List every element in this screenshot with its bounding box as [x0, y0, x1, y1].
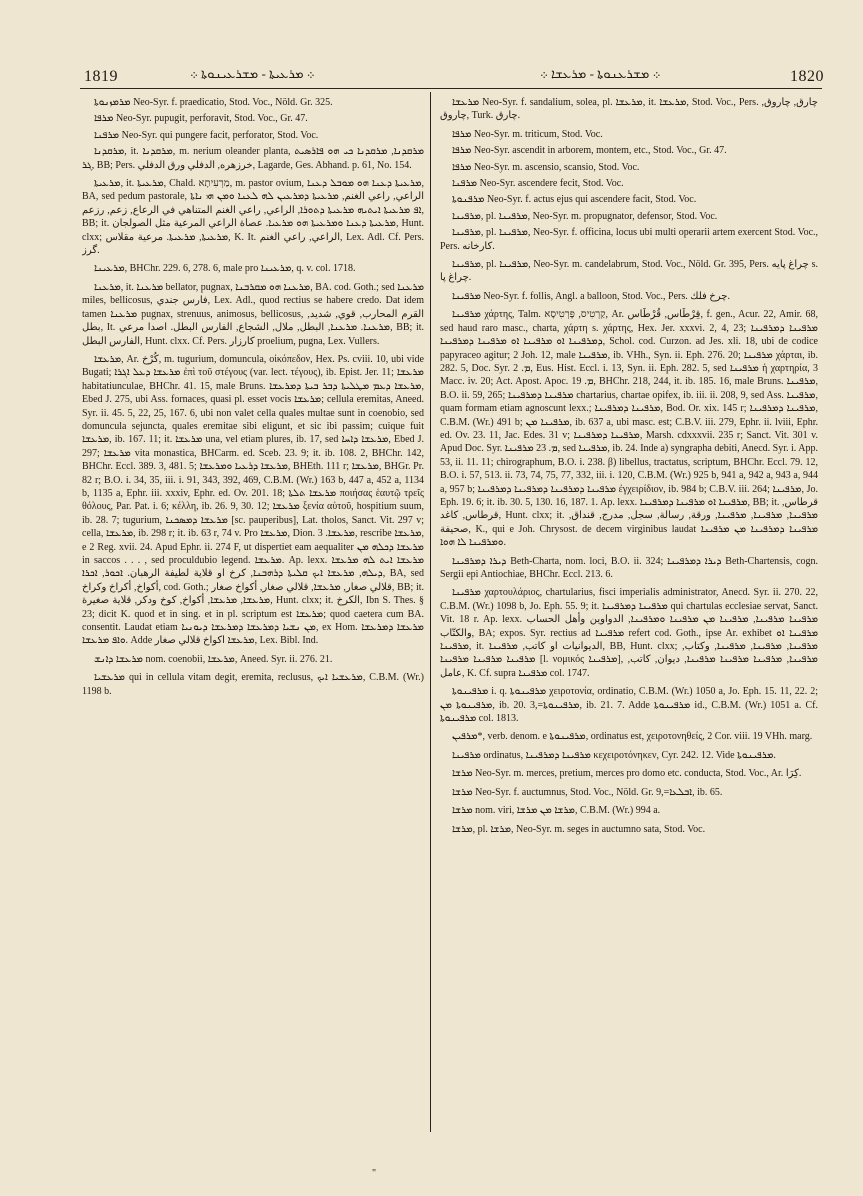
entry: ܡܪܦܝܢܐ ordinatus, ܡܪܦܝܢܐ ܕܡܪܦܝܢܐ κεχειροτόνηκεν, Cyr. 242. 12. Vide ܡܪܦܝܢܘܬܐ. — [452, 749, 776, 761]
entry: ܡܪܦܝܢܐ, pl. ܡܪܦܝܢܐ, Neo-Syr. m. candelabrum, Stod. Voc., Nöld. Gr. 395, Pers. چراغ پایه s. چراغ پا. — [440, 259, 818, 284]
left-column — [82, 96, 424, 1136]
column-divider — [430, 92, 431, 1132]
entry: ܡܪܦܢܐ Neo-Syr. ascendere fecit, Stod. Voc. — [452, 178, 624, 190]
entry: ܡܪܩܕܢܐ, it. ܡܪܩܕܢܐ, m. nerium oleander planta, ܡܪܩܕܢܐ, ܡܪܩܕܢܐ ܟܝ ܗܘ ܦܐܪܣܝܬ ܓܪ, BB; Pers. خرزهره, الدفلي ورق الدفلي, Lagarde, Ges. Abhand. p. 61, No. 154. — [82, 146, 424, 171]
entry: ܡܪܦܢܘܬܐ Neo-Syr. f. actus ejus qui ascendere facit, Stod. Voc. — [452, 194, 697, 206]
entry: ܡܪܫܐ nom. viri, ܡܪܫܐ ܡܢ ܡܪܫܐ, C.B.M. (Wr.) 994 a. — [452, 805, 661, 817]
right-running-title: ܀ ܡܫܪܥܢܘܬܐ - ܡܪܥܫܐ ܀ — [540, 66, 661, 81]
entry: ܡܪܦܝܢ*, verb. denom. e ܡܪܦܝܢܘܬܐ, ordinatus est, χειροτονηθείς, 2 Cor. viii. 19 VHh. marg. — [452, 731, 813, 743]
entry: ܡܪܡܙܢܘܬܐ Neo-Syr. f. praedicatio, Stod. Voc., Nöld. Gr. 325. — [94, 97, 333, 108]
right-column — [440, 96, 818, 1136]
entry: ܡܪܫܐ Neo-Syr. f. auctumnus, Stod. Voc., Nöld. Gr. 9,=ܐܒܠܥܐ, ib. 65. — [452, 786, 723, 798]
right-column-number: 1820 — [790, 68, 824, 85]
entry: ܡܪܦܐ Neo-Syr. pupugit, perforavit, Stod. Voc., Gr. 47. — [94, 113, 308, 125]
entry: ܡܪܦܝܢܘܬܐ i. q. ܡܪܦܝܢܘܬܐ χειροτονία, ordinatio, C.B.M. (Wr.) 1050 a, Jo. Eph. 15. 11, 22. 2; ܡܪܦܝܢܘܬܐ ܡܢ, ib. 20. 3,=ܡܪܦܝܢܘܬܐ, ib. 21. 7. Adde ܡܪܦܝܢܘܬܐ id., C.B.M. (Wr.) 1051 a. Cf. ܡܪܦܝܢܘܬܐ col. 1813. — [440, 686, 818, 725]
left-column-number: 1819 — [84, 68, 118, 85]
entry: ܡܪܦܝܢܐ, pl. ܡܪܦܝܢܐ, Neo-Syr. m. propugnator, defensor, Stod. Voc. — [452, 210, 718, 222]
entry: ܡܪܦܝܢܐ χάρτης, Talm. קַרְטִיס, פָּרְטִיסָא, Ar. قِرْطَاس, قُرْطَاس, f. gen., Acur. 22, Amir. 68, sed haud raro masc., charta, χάρτη s. χάρτης, Hex. Jer. xxxvi. 2, 4, 23; ܡܪܦܝܢܐ ܕܡܪܦܝܢܐ ܕܡܪܦܝܢܐ ܐܘ ܡܪܦܝܢܐ ܐܘ ܡܪܦܝܢܐ ܕܡܪܦܝܢܐ, Schol. cod. Curzon. ad Jes. xli. 18, ubi de codice papyraceo agitur; 2 Joh. 12, male ܡܪܦܝܢܐ, ib. VHh., Syn. ii. Eph. 276. 20; ܡܪܦܝܢܐ χάρται, ib. 282. 5, Doc. Syr. ܡ. 2, Eus. Hist. Eccl. i. 13, Syn. ii. Eph. 282. 5, sed ܡܪܦܝܢܐ ἡ χαρτηρία, 3 Macc. iv. 20; Act. Apost. Apoc. ܡ. 19, BHChr. 218, 244, it. ib. 185. 16, male Bruns. ܡܪܦܝܢܐ, B.O. ii. 59, 265; ܡܪܦܝܢܐ ܕܡܪܦܝܢܐ chartarius, chartae opifex, ib. iii. ii. 208, 9, sed Ass. ܡܪܦܝܢܐ, quam formam etiam agnoscunt lexx.; ܡܪܦܝܢܐ ܕܡܪܦܝܢܐ, Bod. Or. xix. 145 r; ܡܪܦܝܢܐ ܕܡܪܦܝܢܐ, C.B.M. (Wr.) 491 b; ܡܪܦܝܢܐ ܡܢ, ib. 637 a, ubi masc. est; C.B.V. iii. 279, Ephr. ii. lviii, Ephr. ed. Ov. 23. 11, Jac. Edes. 31 v; ܡܪܦܝܢܐ ܕܡܪܦܝܢܐ, Marsh. cdxxxvii. 235 r; Sanct. Vit. 301 v. Apud Doc. Syr. ܡ. 23 ܡܪܦܝܢܐ, sed ܡܪܦܝܢܐ, ib. 24. Inde a) syngrapha debiti, Anecd. Syr. i. App. 53, ii. 11. 11; chirographum, B.O. i. 238. β) libellus, tractatus, scriptum, BHChr. Eccl. 79. 12, B.O. i. 57, 513. ii. 73, 74, 75, 77, 332, iii. i. 120, C.B.M. (Wr.) 925 b, 941 a, 942 a, 943 a, 944 a, 957 b; ܡܪܦܝܢܐ ܕܡܪܦܝܢܐ ܕܡܪܦܝܢܐ ܕܡܪܦܝܢܐ ἐγχειρίδιον, ib. 984 b; C.B.V. iii. 264; ܡܪܦܝܢܐ, Jo. Eph. 19. 6; it. ib. 30. 5, 130. 16, 187. 1. Ap. lexx. ܡܪܦܝܢܐ ܐܘ ܡܪܦܝܢܐ ܕܡܪܦܝܢܐ, BB; it. قرطاس, قرطاس, كاغد, Hunt. clxx; it. ܡܪܦܝܢܐ, ܡܪܦܝܢܐ, ܡܪܦܝܢܐ, ورقة, رسالة, سجل, مدرج, قنداق, صحيفة, K., qui e Joh. Chrysost. de decem virginibus laudat ܡܪܦܝܢܐ ܕܡܪܦܝܢܐ ܡܢ ܡܪܦܝܢܐ ܘܡܪܦܝܢܐ ܠܐ ܗܘܐ. — [440, 309, 818, 549]
entry: ܡܪܥܢܐ, it. ܡܪܥܢܐ bellator, pugnax, ܡܪܥܢܐ ܗܘ ܡܩܪܒܢܐ, BA. cod. Goth.; sed ܡܪܥܢܐ miles, bellicosus, فارس جندي, Lex. Adl., quod rectius se habere credo. Dat idem tamen ܡܪܥܢܐ pugnax, strenuus, animosus, bellicosus, القرم المحارب, قوي, شديد, بطل, It. ܡܪܥܢܐ. ܡܪܥܢܐ, البطل, ملال, الشجاع, الفارس البطل. اصدا مرعي, BB; it. الفارس البطل, Hunt. clxx. Cf. Pers. كارزار proelium, pugna, Lex. Vullers. — [82, 281, 424, 347]
entry: ܡܪܥܝܬܐ, it. ܡܪܥܝܬܐ, Chald. מַרְעִיתָא, m. pastor ovium, ܡܪܥܝܬܐ ܕܥܢܐ ܗܘ ܡܘܒܠ ܕܥܢܐ, BA, sed pedum pastorale, الراعي, راعي الغنم, ܡܪܥܝܬܐ ܕܡܪܥܝܢ ܠܗ ܠܥܢܐ ܘܡܢ ܗܝ ܢܐܬܐ ܐܦ ܡܪܥܝܬܐ ܐܝܬܝܗ ܡܪܥܝܬܐ ܕܬܘܪܐ, الراعي, راعي الغنم المتناهي في الرعاع, زعم, رزعم, BB; it. ܡܪܥܝܬܐ ܕܥܢܐ ܘܡܪܥܝܬܐ ܗܘ ܡܪܥܝܐ. عصاة الراعي المرعية مثل الصولجان, Hunt. clxx; ܡܪܥܝܬܐ, ܡܪܥܝܬܐ. مرعية مقلاس, K. It. الراعي, راعي الغنم, Lex. Adl. Cf. Pers. گرز. — [82, 178, 424, 257]
entry: ܡܪܦܝܢܐ, pl. ܡܪܦܝܢܐ, Neo-Syr. f. officina, locus ubi multi operarii artem exercent Stod. Voc., Pers. كارخانه. — [440, 227, 818, 252]
entry: ܡܪܦܐ Neo-Syr. ascendit in arborem, montem, etc., Stod. Voc., Gr. 47. — [452, 145, 727, 157]
entry: ܡܪܦܝܢܐ Neo-Syr. f. follis, Angl. a balloon, Stod. Voc., Pers. چرخ فلك. — [452, 290, 730, 302]
entry: ܡܪܦܐ Neo-Syr. m. ascensio, scansio, Stod. Voc. — [452, 161, 640, 173]
footer-mark: " — [372, 1168, 377, 1179]
entry: ܕܝܪܐ ܕܡܪܦܝܢܐ Beth-Charta, nom. loci, B.O. ii. 324; ܕܝܪܐ ܕܡܪܦܝܢܐ Beth-Chartensis, cogn. Sergii epi Antiochiae, BHChr. Eccl. 213. 6. — [440, 555, 818, 580]
entry: ܡܪܦܢܐ Neo-Syr. qui pungere facit, perforator, Stod. Voc. — [94, 129, 319, 141]
entry: ܡܪܥܝܢܐ, BHChr. 229. 6, 278. 6, male pro ܡܪܥܝܢܐ, q. v. col. 1718. — [94, 263, 356, 275]
entry: ܡܪܥܫܐ ܕܐܢܫ nom. coenobii, ܡܪܥܫܐ, Aneed. Syr. ii. 276. 21. — [94, 653, 333, 665]
entry: ܡܪܫܐ Neo-Syr. m. merces, pretium, merces pro domo etc. conducta, Stod. Voc., Ar. كِرَا. — [452, 768, 802, 780]
left-running-title: ܀ ܡܪܥܝܬܐ - ܡܫܪܥܝܢܘܬܐ ܀ — [190, 66, 315, 81]
entry: ܡܪܥܫܝܐ qui in cellula vitam degit, eremita, reclusus, ܡܪܥܫܝܐ ܐܝܟ, C.B.M. (Wr.) 1198 b. — [82, 672, 424, 697]
entry: ܡܪܫܐ, pl. ܡܪܫܐ, Neo-Syr. m. seges in auctumno sata, Stod. Voc. — [452, 823, 706, 835]
page-header — [0, 54, 863, 90]
header-rule — [80, 88, 822, 89]
entry: ܡܪܦܝܢܐ χαρτουλάριος, chartularius, fisci imperialis administrator, Anecd. Syr. ii. 270. 22, C.B.M. (Wr.) 1098 b, Jo. Eph. 55. 9; it. ܡܪܦܝܢܐ ܕܡܪܦܝܢܐ qui chartulas ecclesiae servat, Sanct. Vit. 18 r. Ap. lexx. ܡܪܦܝܢܐ ܡܪܦܝܢܐ, ܡܪܦܝܢܐ ܡܢ ܡܪܦܝܢܐ ܘܡܪܦܝܢܐ, الدواوين وأهل الحساب والكتّاب, BA; expos. Syr. rectius ad ܡܪܦܝܢܐ refert cod. Goth., ipse Ar. exhibet ܡܪܦܝܢܐ ܐܘ ܡܪܦܝܢܐ, it. الديوانيات او كاتب, ܡܪܦܝܢܐ, BB, Hunt. clxx; ܡܪܦܝܢܐ, ܡܪܦܝܢܐ, ܡܪܦܝܢܐ, وكتاب, ܡܪܦܝܢܐ ܡܪܦܝܢܐ ܡܪܦܝܢܐ [l. νομικός ܡܪܦܝܢܐ], ܡܪܦܝܢܐ, ܡܪܦܝܢܐ ܡܪܦܝܢܐ ܡܪܦܝܢܐ, ديوان, كاتب, عامل, K. Cf. supra ܡܪܦܝܢܐ col. 1747. — [440, 587, 818, 679]
entry: ܡܪܦܐ Neo-Syr. m. triticum, Stod. Voc. — [452, 128, 603, 140]
entry: ܡܪܥܫܐ, Ar. كُرْخ, m. tugurium, domuncula, οἰκόπεδον, Hex. Ps. cviii. 10, ubi vide Bugati; ܡܪܥܫܐ ܕܥܠ ܐܓܪܐ ἐπὶ τοῦ στέγους (var. lect. τέγους), ib. Epist. Jer. 11; ܡܪܥܫܐ habitatiunculae, BHChr. 41. 15, male Bruns. ܡܪܥܫܐ ܕܥܡ ܡܛܠܝܬܐ ܕܒܪ ܒܝܬܐ ܕܡܪܥܫܐ, Ebed J. 275, ubi Ass. fornaces, quasi pl. esset vocis ܡܪܥܫܐ; cellula eremitas, Aneed. Syr. ii. 45. 5, 22, 25, 167. 6, ubi non valet cella quales multae sunt in coenobio, sed domuncula sejuncta, quales eremitae sibi eligunt, et sic ibi passim; cuique fuit ܡܪܥܫܐ, ib. 167. 11; it. ܡܪܥܫܐ una, vel etiam plures, ib. 17, sed ܡܪܥܫܐ ܕܐܚܐ, Ebed J. 297; ܡܪܥܫܐ vita monastica, BHCarm. ed. Sceb. 23. 9; it. ib. 108. 2, BHChr. 142, BHChr. Eccl. 389. 3, 481. 5; ܡܪܥܫܐ ܕܪܥܝܐ ܘܡܪܥܫܐ, BHEth. 111 r; ܡܪܥܫܐ, BHGr. Pr. 82 r; B.O. i. 34, 35, iii. i. 91, 343, 392, 469, C.B.M. (Wr.) 163 b, 447 a, 452 a, 1134 b, 1135 a, Ephr. iii. xxxiv, Ephr. ed. Ov. 201. 18; ܡܪܥܫܐ ܬܠܬܐ ποιήσας ἑαυτῷ τρεῖς θόλους, Par. Pat. i. 6; κέλλη, ib. 26. 9, 30. 12; ܡܪܥܫܐ ξενία αὐτοῦ, hospitium suum, ib. 28. 7; tugurium, ܡܪܥܫܐ ܕܡܣܟܢܐ [sc. pauperibus], Lat. tholos, Sanct. Vit. 297 v; cella, ܡܪܥܫܐ, ib. 298 r; it. ib. 63 r, 74 v. Pro ܡܪܥܫܐ, Dion. ܡܪܥܫܐ. 3, rescribe ܡܪܥܫܐ, e 2 Reg. xvii. 24. Apud Ephr. ii. 274 F, ut dispertiet eam aequaliter ܡܪܥܫܐ ܕܟܠܗ ܡܢ in saccos . . . , sed proculdubio legend. ܡܪܥܫܐ. Ap. lexx. ܡܪܥܫܐ ܐܝܬ ܠܗ ܡܪܥܫܐ ܕܝܠܗ, ܡܪܥܫܐ ܐܝܟ ܩܠܝܬܐ ܕܪܗܒܢܐ, كرخ او قلاية لطيفة الرهبان. ܐܟܘܪ, ܐܟܪܐ, BA, sed أكواخ, أكراخ وكراخ, cod. Goth.; قلالي صغار, ܡܪܥܫܐ, قلالي صغار, أكواخ صغار, BB; it. ܡܪܥܫܐ, ܡܪܥܫܐ, أكواخ, كوخ ودكر, قلاية صغيرة, Hunt. clxx; it. الكرخ, Ibn S. Thes. § 23; dicit K. quod et in sing. et in pl. scriptum est ܡܪܥܫܐ; quod caetera cum BA. consentit. Laudat etiam ܡܢ ܢܫܝܐ ܕܡܪܥܫܐ ܕܡܪܥܫܐ ܕܝܘܢܝܐ, ex Hom. ܡܪܥܫܐ ܕܡܪܥܫܐ ܘܐܦ ܡܪܥܫܐ. Adde ܡܪܥܫܐ اكواخ قلالي صغار, Lex. Bibl. Ind. — [82, 353, 424, 647]
entry: ܡܪܥܫܐ Neo-Syr. f. sandalium, solea, pl. ܡܪܥܫܐ, it. ܡܪܥܫܐ, Stod. Voc., Pers. چارق, چاروق, چاروق, Turk. چارق. — [440, 97, 818, 122]
